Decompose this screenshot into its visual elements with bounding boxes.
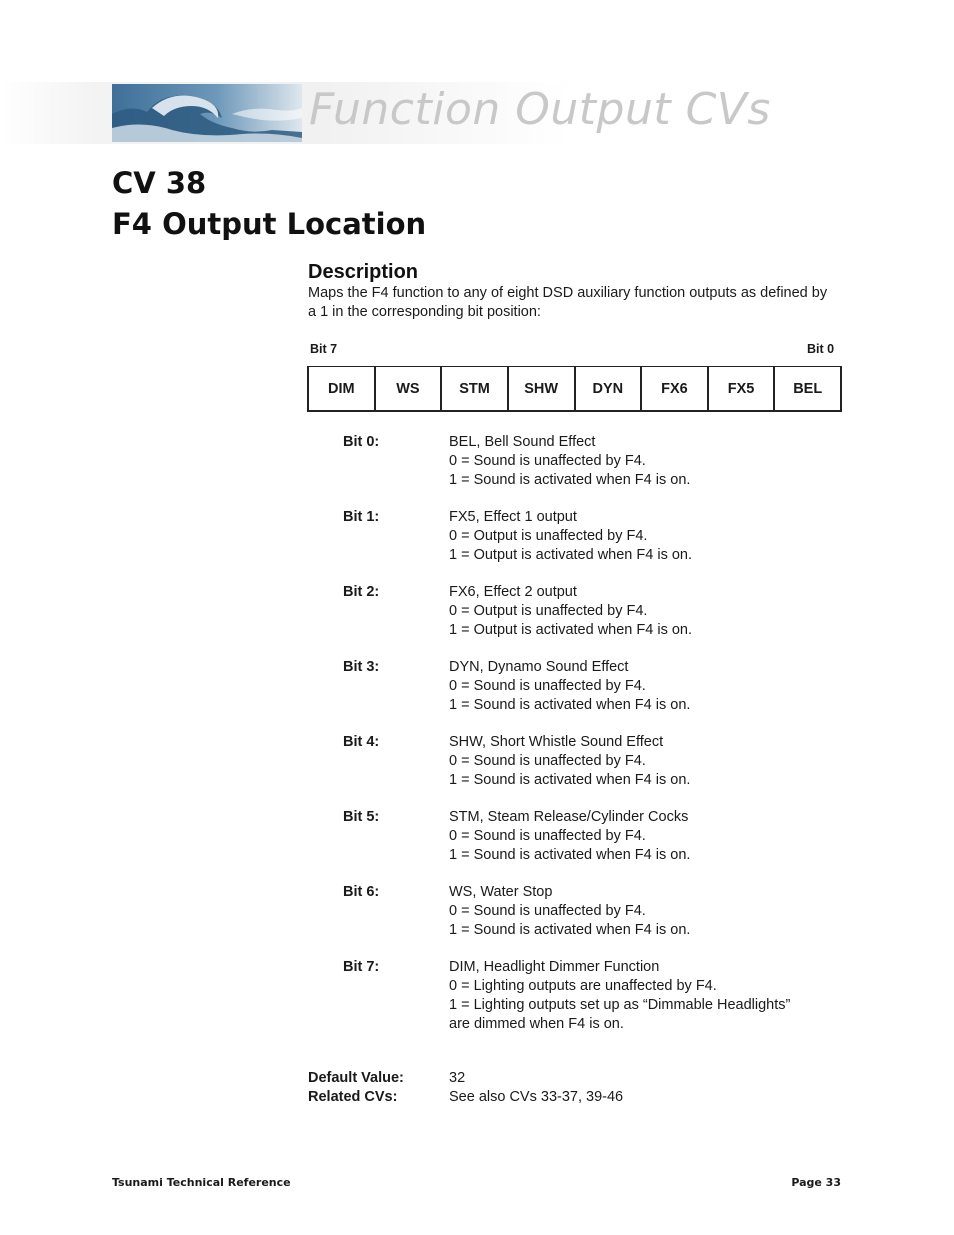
bit-definition-name: Bit 5: bbox=[343, 809, 380, 825]
bit-definition-name: Bit 3: bbox=[343, 659, 380, 675]
bit-definition-name: Bit 6: bbox=[343, 884, 380, 900]
bit-definition-line: FX5, Effect 1 output bbox=[449, 509, 577, 525]
wave-logo-image bbox=[112, 84, 302, 142]
bit-definition-line: 1 = Sound is activated when F4 is on. bbox=[449, 772, 691, 788]
default-value-label: Default Value: bbox=[308, 1070, 404, 1086]
bit-cell: SHW bbox=[509, 367, 576, 410]
bit-cell: FX5 bbox=[709, 367, 776, 410]
bit-definition-text bbox=[449, 658, 849, 715]
bit-definition-line: 1 = Sound is activated when F4 is on. bbox=[449, 847, 691, 863]
cv-heading bbox=[112, 163, 426, 245]
bit-definition-line: 1 = Lighting outputs set up as “Dimmable Headlights” bbox=[449, 997, 791, 1013]
bit-definition-name: Bit 1: bbox=[343, 509, 380, 525]
bit-definitions-list bbox=[343, 433, 843, 1053]
cv-number: CV 38 bbox=[112, 166, 207, 200]
bit-definition-line: 1 = Sound is activated when F4 is on. bbox=[449, 922, 691, 938]
bit-definition-line: DIM, Headlight Dimmer Function bbox=[449, 959, 660, 975]
bit-definition-text bbox=[449, 433, 849, 490]
bit-7-label: Bit 7 bbox=[310, 342, 338, 356]
bit-cell: STM bbox=[442, 367, 509, 410]
bit-definition-line: SHW, Short Whistle Sound Effect bbox=[449, 734, 664, 750]
bit-definition-name: Bit 4: bbox=[343, 734, 380, 750]
bit-definition-text bbox=[449, 583, 849, 640]
bit-definition bbox=[343, 808, 843, 883]
bit-definition-line: 0 = Sound is unaffected by F4. bbox=[449, 453, 646, 469]
bit-cell: DIM bbox=[309, 367, 376, 410]
bit-definition bbox=[343, 883, 843, 958]
related-cvs-value: See also CVs 33-37, 39-46 bbox=[449, 1089, 624, 1105]
description-heading: Description bbox=[308, 261, 419, 283]
bit-definition-line: 1 = Output is activated when F4 is on. bbox=[449, 547, 693, 563]
bit-definition-text bbox=[449, 508, 849, 565]
footer-page-number: Page 33 bbox=[791, 1176, 841, 1189]
bit-definition-line: FX6, Effect 2 output bbox=[449, 584, 577, 600]
bit-definition bbox=[343, 433, 843, 508]
default-value: 32 bbox=[449, 1070, 466, 1086]
bit-0-label: Bit 0 bbox=[807, 342, 835, 356]
bit-definition-line: STM, Steam Release/Cylinder Cocks bbox=[449, 809, 689, 825]
bit-definition-line: 0 = Sound is unaffected by F4. bbox=[449, 753, 646, 769]
bit-definition bbox=[343, 658, 843, 733]
bit-definition bbox=[343, 733, 843, 808]
bit-definition-name: Bit 0: bbox=[343, 434, 380, 450]
cv-name: F4 Output Location bbox=[112, 207, 427, 241]
related-cvs-label: Related CVs: bbox=[308, 1089, 398, 1105]
bit-definition-line: WS, Water Stop bbox=[449, 884, 553, 900]
bit-definition-line: 0 = Output is unaffected by F4. bbox=[449, 603, 648, 619]
bit-cell: BEL bbox=[793, 380, 823, 397]
bit-definition-line: 1 = Sound is activated when F4 is on. bbox=[449, 697, 691, 713]
footer-document-title: Tsunami Technical Reference bbox=[112, 1176, 291, 1189]
bit-definition-line: 0 = Lighting outputs are unaffected by F4. bbox=[449, 978, 717, 994]
bit-definition-line: 0 = Sound is unaffected by F4. bbox=[449, 903, 646, 919]
bit-definition-line: 1 = Output is activated when F4 is on. bbox=[449, 622, 693, 638]
bit-definition bbox=[343, 958, 843, 1053]
bit-definition-line: 0 = Output is unaffected by F4. bbox=[449, 528, 648, 544]
bit-definition-text bbox=[449, 733, 849, 790]
bit-definition-name: Bit 2: bbox=[343, 584, 380, 600]
bit-definition-line: 0 = Sound is unaffected by F4. bbox=[449, 678, 646, 694]
bit-definition-line: DYN, Dynamo Sound Effect bbox=[449, 659, 629, 675]
bit-cell: DYN bbox=[576, 367, 643, 410]
bit-definition bbox=[343, 508, 843, 583]
bit-cell: WS bbox=[376, 367, 443, 410]
bit-definition-line: 0 = Sound is unaffected by F4. bbox=[449, 828, 646, 844]
bit-definition-line: are dimmed when F4 is on. bbox=[449, 1016, 624, 1032]
section-title: Function Output CVs bbox=[309, 84, 771, 135]
bit-definition-name: Bit 7: bbox=[343, 959, 380, 975]
description-text: Maps the F4 function to any of eight DSD auxiliary function outputs as defined by a 1 in the corresponding bit position: bbox=[308, 285, 828, 320]
bit-definition-text bbox=[449, 808, 849, 865]
bit-definition-line: BEL, Bell Sound Effect bbox=[449, 434, 596, 450]
bit-cell: FX6 bbox=[642, 367, 709, 410]
bit-definition-text bbox=[449, 883, 849, 940]
bit-definition-line: 1 = Sound is activated when F4 is on. bbox=[449, 472, 691, 488]
bit-definition-text bbox=[449, 958, 849, 1034]
bit-table bbox=[307, 366, 842, 412]
bit-definition bbox=[343, 583, 843, 658]
